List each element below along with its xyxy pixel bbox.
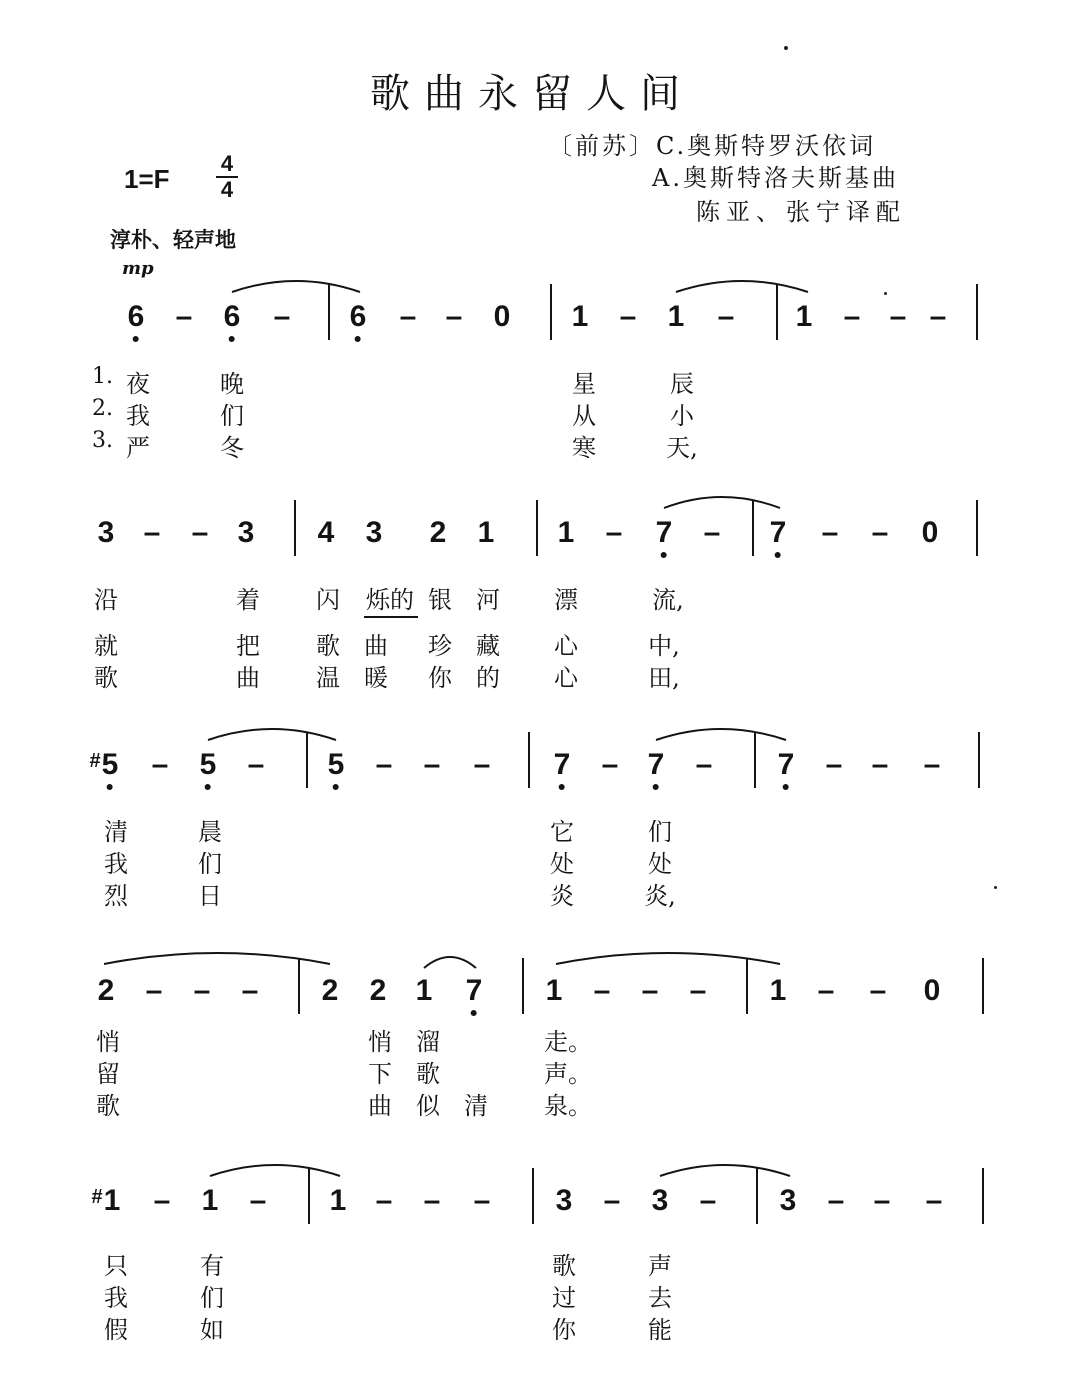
note-text: 2 — [97, 974, 115, 1007]
dynamic-marking: mp — [122, 258, 154, 279]
lyric-syllable: 烁的 — [366, 586, 414, 614]
lyric-syllable: 烈 — [104, 882, 128, 910]
sharp-sign: # — [91, 1186, 103, 1208]
note-text: – — [869, 974, 887, 1007]
note-text: – — [145, 974, 163, 1007]
note-text: 7 — [769, 516, 787, 549]
lyric-syllable: 们 — [220, 402, 244, 430]
lyric-syllable: 声。 — [544, 1060, 592, 1088]
tie-arc — [104, 953, 330, 964]
tie-arc — [676, 281, 808, 292]
verse-number-2: 2. — [92, 396, 113, 421]
lyric-syllable: 们 — [198, 850, 222, 878]
scan-speck — [994, 886, 997, 889]
lyric-syllable: 我 — [126, 402, 150, 430]
sharp-sign: # — [89, 750, 101, 772]
note-text: 1 — [557, 516, 575, 549]
lyric-syllable: 们 — [648, 818, 672, 846]
lyric-syllable: 歌 — [416, 1060, 440, 1088]
tie-arc — [664, 497, 780, 508]
note-text: – — [929, 300, 947, 333]
note-text: 1 — [477, 516, 495, 549]
lyric-syllable: 藏 — [476, 632, 500, 660]
lyric-syllable: 炎 — [550, 882, 574, 910]
note-text: – — [699, 1184, 717, 1217]
lyric-syllable: 悄 — [96, 1028, 120, 1056]
time-signature-numerator: 4 — [220, 151, 234, 176]
lyricist-credit: 〔前苏〕C.奥斯特罗沃依词 — [548, 132, 877, 160]
note-text: 1 — [201, 1184, 219, 1217]
lyric-syllable: 溜 — [416, 1028, 440, 1056]
note-text: 7 — [647, 748, 665, 781]
lyric-syllable: 河 — [476, 586, 500, 614]
lyric-syllable: 流, — [652, 586, 684, 614]
lyric-syllable: 它 — [550, 818, 574, 846]
lyric-syllable: 歌 — [552, 1252, 576, 1280]
lyric-syllable: 留 — [96, 1060, 120, 1088]
scan-speck — [884, 292, 887, 295]
note-text: 1 — [795, 300, 813, 333]
tie-arc — [656, 729, 786, 740]
note-text: 3 — [555, 1184, 573, 1217]
lyric-syllable: 心 — [554, 664, 578, 692]
lyric-syllable: 有 — [200, 1252, 224, 1280]
note-text: – — [241, 974, 259, 1007]
lyric-syllable: 漂 — [554, 586, 578, 614]
lyric-syllable: 田, — [648, 664, 680, 692]
lyric-syllable: 似 — [416, 1092, 440, 1120]
note-text: 1 — [667, 300, 685, 333]
note-text: – — [273, 300, 291, 333]
note-text: 3 — [651, 1184, 669, 1217]
lyric-syllable: 寒 — [572, 434, 596, 462]
lyric-syllable: 我 — [104, 1284, 128, 1312]
lyric-syllable: 星 — [572, 370, 596, 398]
lyric-syllable: 从 — [572, 402, 596, 430]
lyric-syllable: 夜 — [126, 370, 150, 398]
lyric-syllable: 你 — [552, 1316, 576, 1344]
lyric-syllable: 歌 — [96, 1092, 120, 1120]
lyric-syllable: 歌 — [316, 632, 340, 660]
note-text: 1 — [103, 1184, 121, 1217]
note-text: 3 — [97, 516, 115, 549]
note-text: 1 — [415, 974, 433, 1007]
note-text: – — [843, 300, 861, 333]
note-text: 0 — [921, 516, 939, 549]
lyric-syllable: 闪 — [316, 586, 340, 614]
verse-number-3: 3. — [92, 428, 113, 453]
lyric-syllable: 晚 — [220, 370, 244, 398]
note-text: 1 — [329, 1184, 347, 1217]
note-text: – — [641, 974, 659, 1007]
note-text: 7 — [655, 516, 673, 549]
lyric-syllable: 晨 — [198, 818, 222, 846]
lyric-syllable: 过 — [552, 1284, 576, 1312]
note-text: – — [375, 748, 393, 781]
tie-arc — [208, 729, 336, 740]
tie-arc — [660, 1165, 790, 1176]
translator-credit: 陈亚、张宁译配 — [696, 198, 906, 226]
note-text: 5 — [199, 748, 217, 781]
note-text: – — [825, 748, 843, 781]
note-text: – — [605, 516, 623, 549]
lyric-syllable: 清 — [464, 1092, 488, 1120]
lyric-syllable: 下 — [368, 1060, 392, 1088]
lyric-syllable: 日 — [198, 882, 222, 910]
note-text: – — [827, 1184, 845, 1217]
note-text: – — [821, 516, 839, 549]
note-text: 3 — [365, 516, 383, 549]
note-text: – — [601, 748, 619, 781]
tempo-marking: 淳朴、轻声地 — [110, 228, 236, 252]
note-text: – — [873, 1184, 891, 1217]
note-text: – — [249, 1184, 267, 1217]
time-signature-denominator: 4 — [220, 177, 234, 202]
lyric-syllable: 心 — [554, 632, 578, 660]
lyric-syllable: 珍 — [428, 632, 452, 660]
note-text: – — [193, 974, 211, 1007]
note-text: – — [191, 516, 209, 549]
note-text: – — [473, 748, 491, 781]
note-text: 1 — [769, 974, 787, 1007]
note-text: – — [695, 748, 713, 781]
lyric-syllable: 天, — [666, 434, 698, 462]
lyric-syllable: 泉。 — [544, 1092, 592, 1120]
note-text: – — [703, 516, 721, 549]
note-text: 0 — [923, 974, 941, 1007]
lyric-syllable: 曲 — [364, 632, 388, 660]
lyric-syllable: 曲 — [236, 664, 260, 692]
note-text: 6 — [349, 300, 367, 333]
lyric-syllable: 只 — [104, 1252, 128, 1280]
note-text: 5 — [101, 748, 119, 781]
note-text: 7 — [465, 974, 483, 1007]
lyric-syllable: 辰 — [670, 370, 694, 398]
lyric-syllable: 冬 — [220, 434, 244, 462]
tie-arc — [424, 957, 476, 968]
note-text: 1 — [571, 300, 589, 333]
note-text: 3 — [779, 1184, 797, 1217]
note-text: 7 — [777, 748, 795, 781]
note-text: – — [175, 300, 193, 333]
lyric-syllable: 你 — [428, 664, 452, 692]
lyric-syllable: 处 — [648, 850, 672, 878]
note-text: – — [143, 516, 161, 549]
tie-arc — [556, 953, 780, 964]
note-text: – — [925, 1184, 943, 1217]
lyric-syllable: 沿 — [94, 586, 118, 614]
lyric-syllable: 能 — [648, 1316, 672, 1344]
lyric-syllable: 我 — [104, 850, 128, 878]
note-text: 6 — [223, 300, 241, 333]
lyric-syllable: 严 — [126, 434, 150, 462]
lyric-syllable: 走。 — [544, 1028, 592, 1056]
note-text: 0 — [493, 300, 511, 333]
note-text: – — [473, 1184, 491, 1217]
note-text: – — [619, 300, 637, 333]
note-text: 2 — [369, 974, 387, 1007]
note-text: 4 — [317, 516, 335, 549]
note-text: – — [603, 1184, 621, 1217]
key-signature: 1=F — [124, 164, 170, 194]
lyric-syllable: 们 — [200, 1284, 224, 1312]
note-text: – — [399, 300, 417, 333]
note-text: – — [423, 748, 441, 781]
note-text: 1 — [545, 974, 563, 1007]
lyric-syllable: 银 — [428, 586, 452, 614]
note-text: – — [247, 748, 265, 781]
lyric-syllable: 着 — [236, 586, 260, 614]
lyric-syllable: 处 — [550, 850, 574, 878]
lyric-syllable: 温 — [316, 664, 340, 692]
note-text: – — [923, 748, 941, 781]
note-text: – — [445, 300, 463, 333]
note-text: – — [375, 1184, 393, 1217]
lyric-syllable: 暖 — [364, 664, 388, 692]
lyric-syllable: 歌 — [94, 664, 118, 692]
note-text: – — [889, 300, 907, 333]
note-text: 5 — [327, 748, 345, 781]
note-text: – — [593, 974, 611, 1007]
tie-arc — [210, 1165, 340, 1176]
note-text: – — [153, 1184, 171, 1217]
scan-speck — [784, 46, 788, 50]
song-title: 歌曲永留人间 — [370, 71, 694, 117]
note-text: – — [423, 1184, 441, 1217]
verse-number-1: 1. — [92, 364, 113, 389]
note-text: – — [871, 516, 889, 549]
lyric-syllable: 去 — [648, 1284, 672, 1312]
lyric-syllable: 就 — [94, 632, 118, 660]
lyric-syllable: 清 — [104, 818, 128, 846]
lyric-syllable: 中, — [648, 632, 680, 660]
note-text: – — [689, 974, 707, 1007]
note-text: – — [717, 300, 735, 333]
note-text: 6 — [127, 300, 145, 333]
note-text: 3 — [237, 516, 255, 549]
lyric-syllable: 小 — [670, 402, 694, 430]
note-text: 7 — [553, 748, 571, 781]
note-text: – — [151, 748, 169, 781]
lyric-syllable: 曲 — [368, 1092, 392, 1120]
note-text: – — [817, 974, 835, 1007]
tie-arc — [232, 281, 360, 292]
lyric-syllable: 声 — [648, 1252, 672, 1280]
lyric-syllable: 如 — [200, 1316, 224, 1344]
note-text: 2 — [321, 974, 339, 1007]
note-text: 2 — [429, 516, 447, 549]
lyric-syllable: 把 — [236, 632, 260, 660]
lyric-syllable: 悄 — [368, 1028, 392, 1056]
lyric-syllable: 的 — [476, 664, 500, 692]
lyric-syllable: 炎, — [644, 882, 676, 910]
note-text: – — [871, 748, 889, 781]
lyric-syllable: 假 — [104, 1316, 128, 1344]
composer-credit: A.奥斯特洛夫斯基曲 — [652, 164, 899, 192]
